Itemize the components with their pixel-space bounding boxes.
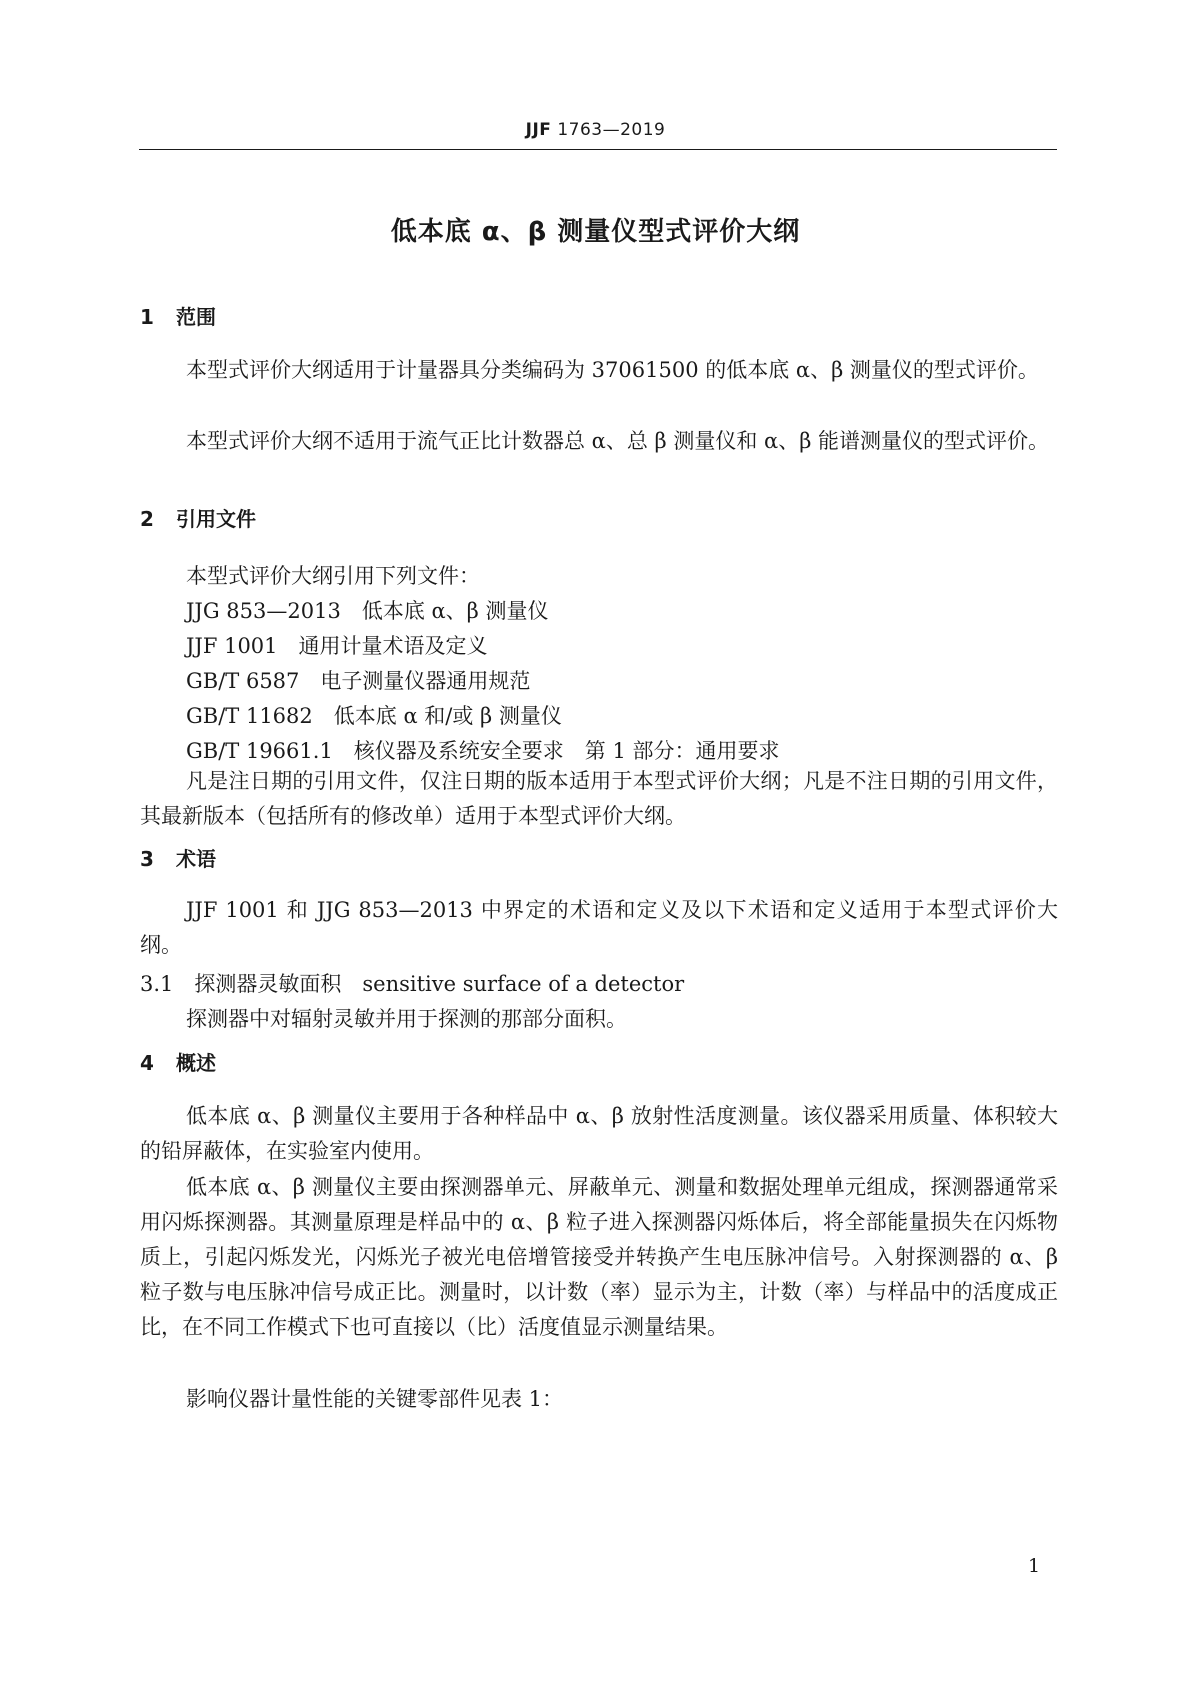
section-3-title: 术语 (176, 847, 216, 871)
section-1-paragraph-1: 本型式评价大纲适用于计量器具分类编码为 37061500 的低本底 α、β 测量仪的型式评价。 (186, 358, 1039, 382)
section-1-heading (140, 301, 216, 330)
section-3-number: 3 (140, 847, 154, 871)
reference-item: JJG 853—2013 低本底 α、β 测量仪 (186, 599, 549, 623)
document-title: 低本底 α、β 测量仪型式评价大纲 (390, 217, 801, 247)
section-1-paragraph-2: 本型式评价大纲不适用于流气正比计数器总 α、总 β 测量仪和 α、β 能谱测量仪的型式评价。 (186, 429, 1050, 453)
section-2-number: 2 (140, 507, 154, 531)
running-head-code: JJF (525, 120, 552, 140)
reference-item: GB/T 11682 低本底 α 和/或 β 测量仪 (186, 704, 562, 728)
header-rule (139, 149, 1057, 150)
reference-item: JJF 1001 通用计量术语及定义 (186, 634, 488, 658)
running-head-number: 1763—2019 (557, 120, 666, 140)
section-4-title: 概述 (176, 1051, 216, 1075)
section-4-number: 4 (140, 1051, 154, 1075)
section-2-note: 凡是注日期的引用文件，仅注日期的版本适用于本型式评价大纲；凡是不注日期的引用文件，其最新版本（包括所有的修改单）适用于本型式评价大纲。 (140, 769, 1058, 828)
term-3-1-definition: 探测器中对辐射灵敏并用于探测的那部分面积。 (186, 1007, 627, 1031)
running-head (0, 120, 1191, 140)
section-2-title: 引用文件 (176, 507, 256, 531)
section-2-heading (140, 503, 256, 532)
section-1-number: 1 (140, 305, 154, 329)
section-4-paragraph-2: 低本底 α、β 测量仪主要由探测器单元、屏蔽单元、测量和数据处理单元组成，探测器通常采用闪烁探测器。其测量原理是样品中的 α、β 粒子进入探测器闪烁体后，将全部能量损失在闪烁物质上，引起闪烁发光，闪烁光子被光电倍增管接受并转换产生电压脉冲信号。入射探测器的 α、β 粒子数与电压脉冲信号成正比。测量时，以计数（率）显示为主，计数（率）与样品中的活度成正比，在不同工作模式下也可直接以（比）活度值显示测量结果。 (140, 1175, 1058, 1339)
reference-item: GB/T 19661.1 核仪器及系统安全要求 第 1 部分：通用要求 (186, 739, 780, 763)
section-4-paragraph-1: 低本底 α、β 测量仪主要用于各种样品中 α、β 放射性活度测量。该仪器采用质量、体积较大的铅屏蔽体，在实验室内使用。 (140, 1104, 1058, 1163)
section-2-intro: 本型式评价大纲引用下列文件： (186, 564, 480, 588)
section-4-heading (140, 1047, 216, 1076)
section-1-title: 范围 (176, 305, 216, 329)
page-number: 1 (1028, 1555, 1041, 1577)
reference-item: GB/T 6587 电子测量仪器通用规范 (186, 669, 531, 693)
section-3-heading (140, 843, 216, 872)
section-4-paragraph-3: 影响仪器计量性能的关键零部件见表 1： (186, 1387, 564, 1411)
section-3-paragraph-1: JJF 1001 和 JJG 853—2013 中界定的术语和定义及以下术语和定义适用于本型式评价大纲。 (140, 898, 1058, 957)
term-3-1-heading: 3.1 探测器灵敏面积 sensitive surface of a detector (140, 972, 685, 996)
